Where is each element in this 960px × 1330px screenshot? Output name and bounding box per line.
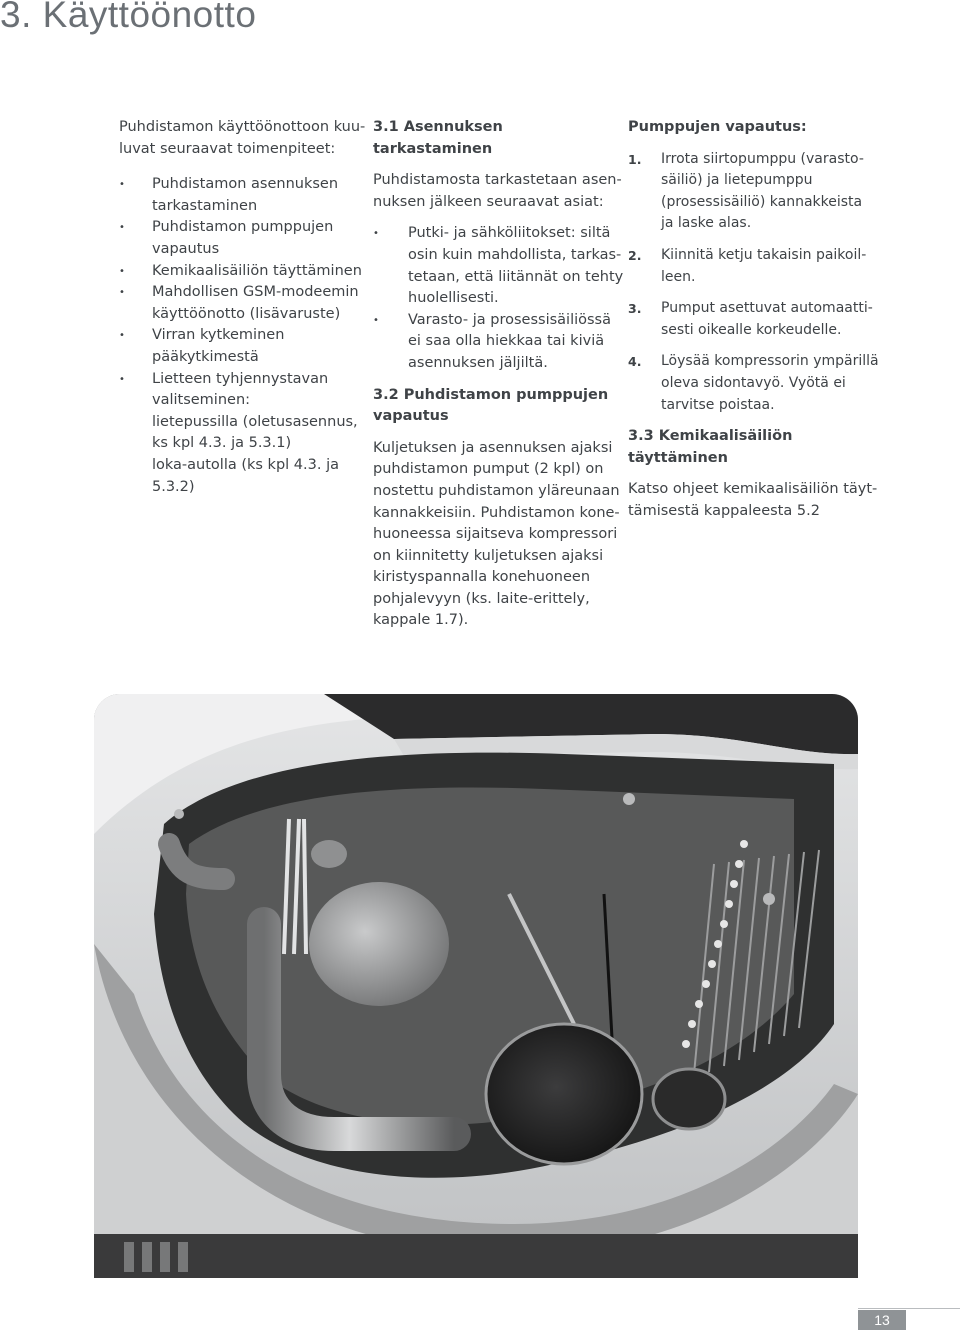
numbered-step: 3. Pumput asettuvat automaatti- sesti oikealle korkeudelle. xyxy=(628,300,873,338)
list-item: • Lietteen tyhjennystavan valitseminen: lietepussilla (oletusasennus, ks kpl 4.3. ja 5.3.1) loka-autolla (ks kpl 4.3. ja 5.3.2) xyxy=(119,369,354,499)
section-heading-3-3: 3.3 Kemikaalisäiliön täyttäminen xyxy=(628,428,793,466)
plant-interior-illustration xyxy=(94,694,858,1278)
body-paragraph: Katso ohjeet kemikaalisäiliön täyt- tämisestä kappaleesta 5.2 xyxy=(628,481,878,519)
column-intro xyxy=(119,117,366,498)
footer-rule xyxy=(858,1308,960,1309)
intro-paragraph: Puhdistamon käyttöönottoon kuu- luvat seuraavat toimenpiteet: xyxy=(119,119,366,157)
list-item: • Kemikaalisäiliön täyttäminen xyxy=(119,261,354,283)
page-number: 13 xyxy=(858,1310,906,1330)
section-heading-3-1: 3.1 Asennuksen tarkastaminen xyxy=(373,119,503,157)
list-item: • Varasto- ja prosessisäiliössä ei saa olla hiekkaa tai kiviä asennuksen jäljiltä. xyxy=(373,310,613,375)
section-heading-pumps: Pumppujen vapautus: xyxy=(628,119,807,135)
illustration-graphic xyxy=(94,694,858,1278)
column-pump-release xyxy=(628,117,879,523)
list-item: • Virran kytkeminen pääkytkimestä xyxy=(119,325,354,368)
numbered-step: 4. Löysää kompressorin ympärillä oleva sidontavyö. Vyötä ei tarvitse poistaa. xyxy=(628,353,879,413)
page-title: 3. Käyttöönotto xyxy=(0,0,257,35)
list-item: • Mahdollisen GSM-modeemin käyttöönotto (lisävaruste) xyxy=(119,282,354,325)
intro-paragraph: Puhdistamosta tarkastetaan asen- nuksen jälkeen seuraavat asiat: xyxy=(373,172,622,210)
list-item: • Puhdistamon pumppujen vapautus xyxy=(119,217,354,260)
column-installation xyxy=(373,117,624,632)
numbered-step: 1. Irrota siirtopumppu (varasto- säiliö) ja lietepumppu (prosessisäiliö) kannakkeista ja laske alas. xyxy=(628,150,864,232)
list-item: • Putki- ja sähköliitokset: siltä osin kuin mahdollista, tarkas- tetaan, että liitännät on tehty huolellisesti. xyxy=(373,223,613,309)
body-paragraph: Kuljetuksen ja asennuksen ajaksi puhdistamon pumput (2 kpl) on nostettu puhdistamon yläreunaan kannakkeisiin. Puhdistamon kone- huoneessa sijaitseva kompressori on kiinnitetty kuljetuksen ajaksi kiristyspannalla konehuoneen pohjalevyyn (ks. laite-erittely, kappale 1.7). xyxy=(373,439,620,629)
numbered-step: 2. Kiinnitä ketju takaisin paikoil- leen. xyxy=(628,246,867,285)
section-heading-3-2: 3.2 Puhdistamon pumppujen vapautus xyxy=(373,386,609,425)
list-item: • Puhdistamon asennuksen tarkastaminen xyxy=(119,174,354,217)
